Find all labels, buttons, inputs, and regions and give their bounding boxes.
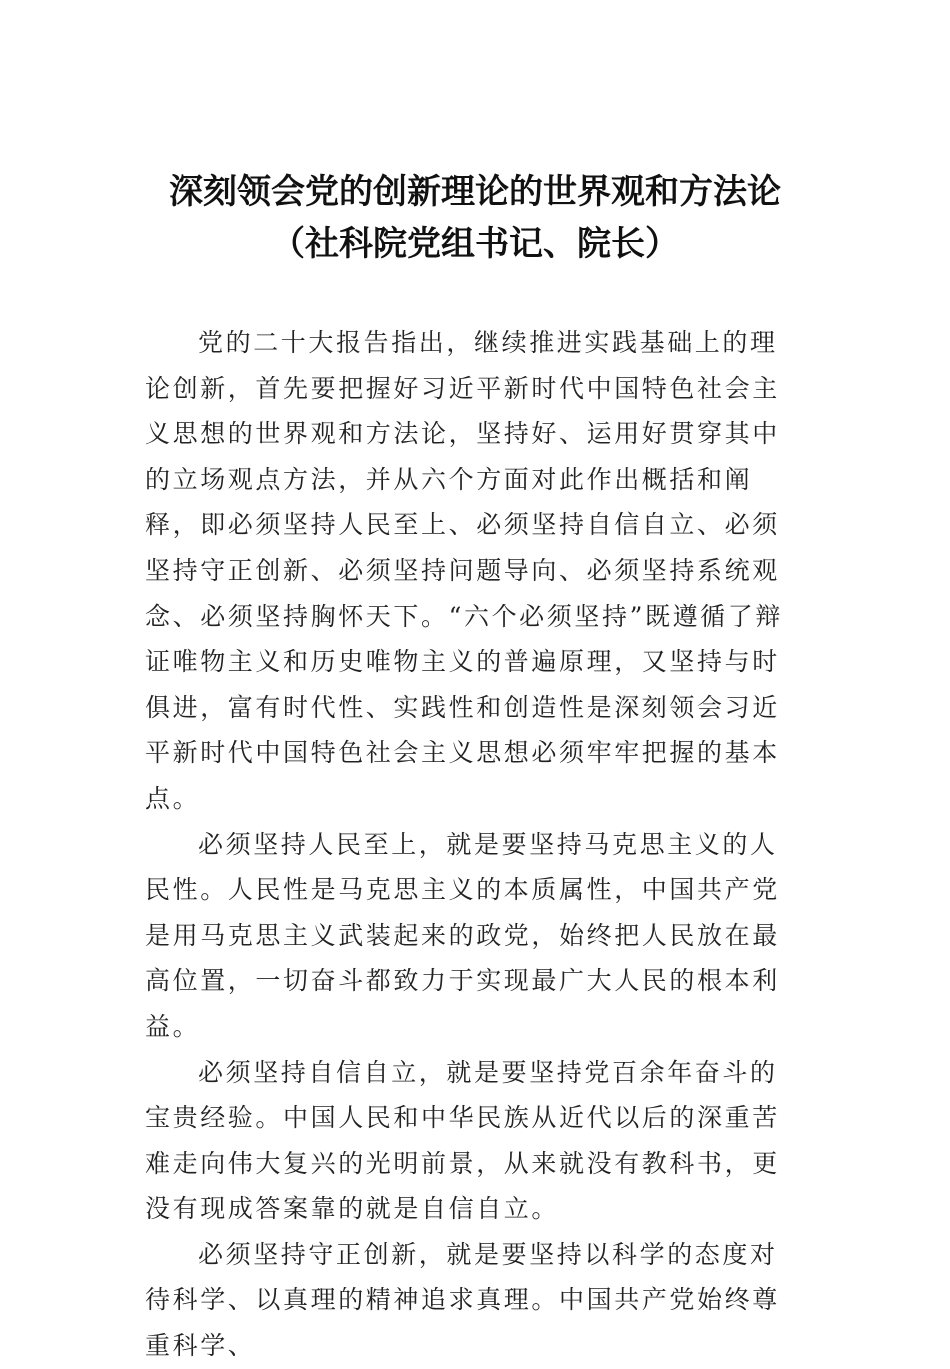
document-subtitle: （社科院党组书记、院长） [271,224,679,264]
paragraph: 必须坚持自信自立，就是要坚持党百余年奋斗的宝贵经验。中国人民和中华民族从近代以后的深重苦难走向伟大复兴的光明前景，从来就没有教科书，更没有现成答案靠的就是自信自立。 [145,1057,780,1224]
paragraph: 党的二十大报告指出，继续推进实践基础上的理论创新，首先要把握好习近平新时代中国特色社会主义思想的世界观和方法论，坚持好、运用好贯穿其中的立场观点方法，并从六个方面对此作出概括和阐释，即必须坚持人民至上、必须坚持自信自立、必须坚持守正创新、必须坚持问题导向、必须坚持系统观念、必须坚持胸怀天下。“六个必须坚持”既遵循了辩证唯物主义和历史唯物主义的普遍原理，又坚持与时俱进，富有时代性、实践性和创造性是深刻领会习近平新时代中国特色社会主义思想必须牢牢把握的基本点。 [145,328,783,813]
document-title: 深刻领会党的创新理论的世界观和方法论 [169,172,781,212]
paragraph: 必须坚持守正创新，就是要坚持以科学的态度对待科学、以真理的精神追求真理。中国共产党始终尊重科学、 [145,1239,780,1361]
paragraph: 必须坚持人民至上，就是要坚持马克思主义的人民性。人民性是马克思主义的本质属性，中国共产党是用马克思主义武装起来的政党，始终把人民放在最高位置，一切奋斗都致力于实现最广大人民的根本利益。 [145,829,780,1041]
document-body [145,320,805,1369]
